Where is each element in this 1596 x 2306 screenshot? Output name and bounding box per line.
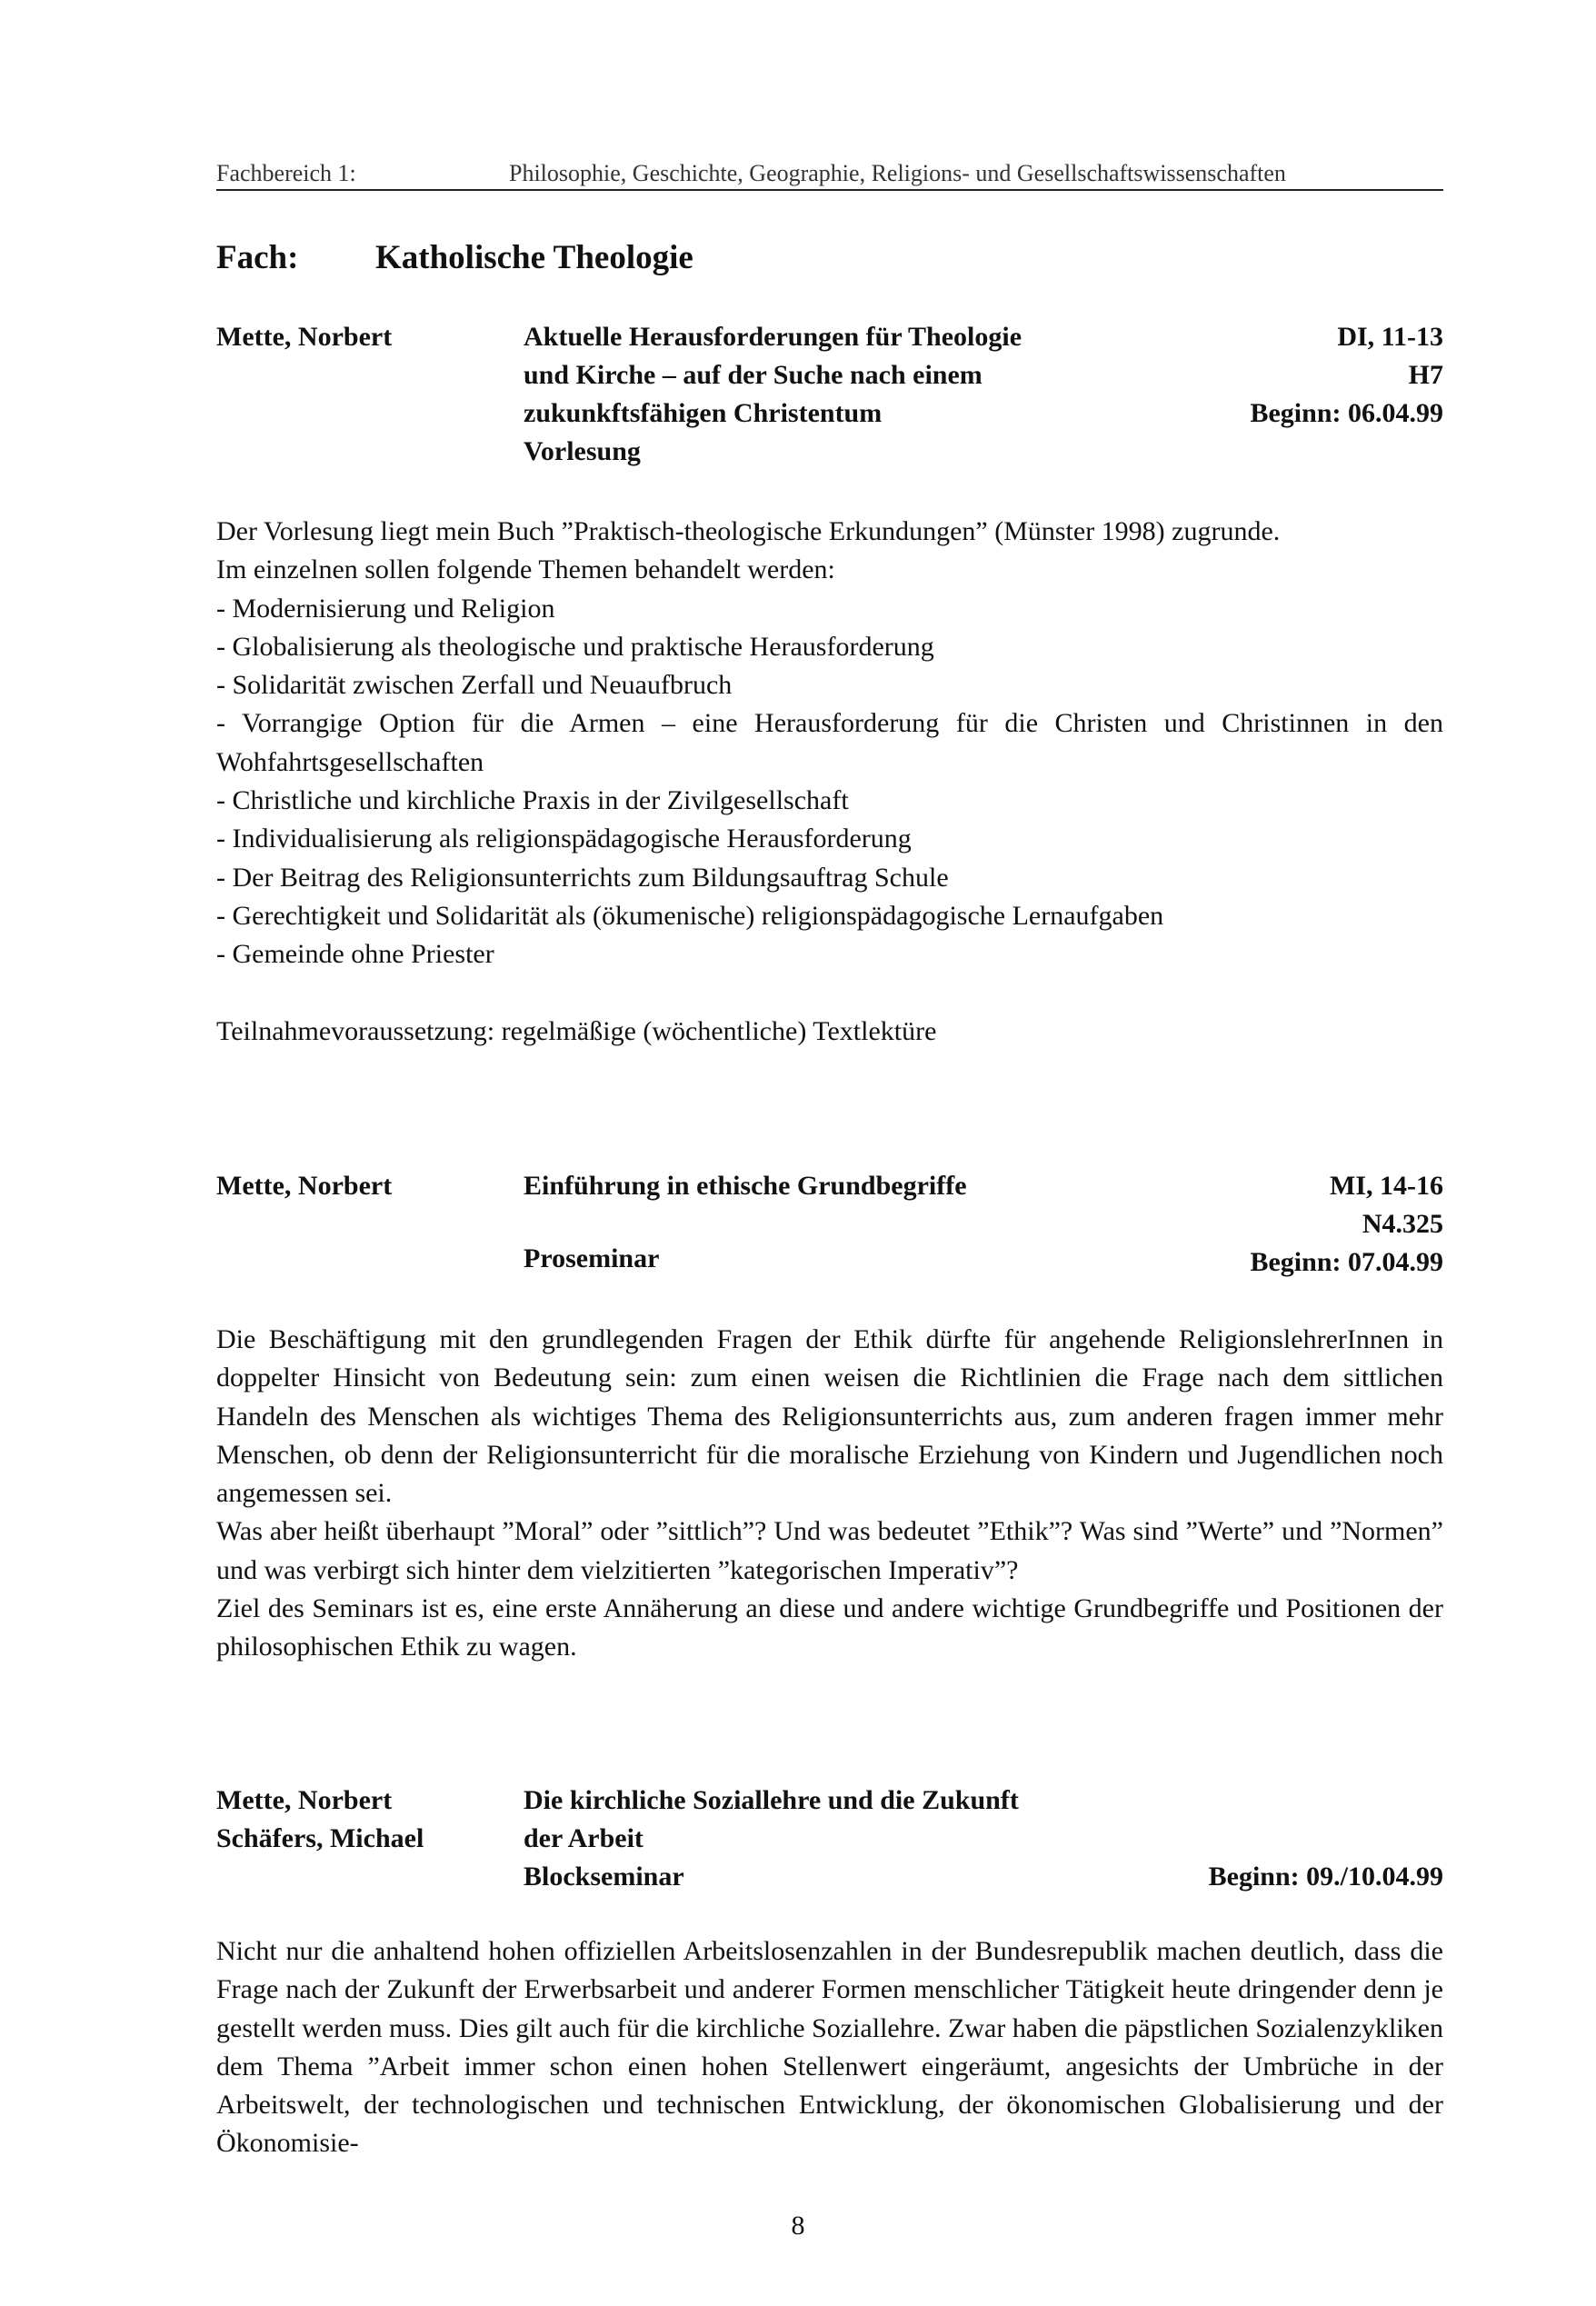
department-label: Fachbereich 1:: [216, 160, 356, 186]
course-meta: [1250, 318, 1443, 433]
topic-item: - Gerechtigkeit und Solidarität als (ökumenische) religionspädagogische Lernaufgaben: [216, 900, 1164, 931]
subject-label: Fach:: [216, 239, 299, 276]
course-start: Beginn: 09./10.04.99: [1208, 1862, 1443, 1892]
course-title-line: Einführung in ethische Grundbegriffe: [524, 1171, 967, 1201]
course-start: Beginn: 06.04.99: [1250, 398, 1443, 428]
page-header: [216, 155, 1443, 191]
course-meta: [1209, 1858, 1443, 1896]
requirement-text: Teilnahmevoraussetzung: regelmäßige (wöchentliche) Textlektüre: [216, 1015, 937, 1046]
topic-list: [216, 590, 1443, 974]
course-title-line: zukunkftsfähigen Christentum: [524, 398, 883, 428]
topic-item: - Der Beitrag des Religionsunterrichts zum Bildungsauftrag Schule: [216, 862, 949, 893]
course-title: [524, 1782, 1019, 1896]
department-subjects: Philosophie, Geschichte, Geographie, Religions- und Gesellschaftswissenschaften: [509, 160, 1286, 186]
course-entry: [216, 1167, 1443, 1285]
description-paragraph: Was aber heißt überhaupt ”Moral” oder ”sittlich”? Und was bedeutet ”Ethik”? Was sind ”Werte” und ”Normen” und was verbirgt sich hinter dem vielzitierten ”kategorischen Imperativ”?: [216, 1516, 1443, 1585]
description-paragraph: Im einzelnen sollen folgende Themen behandelt werden:: [216, 554, 835, 585]
course-description: [216, 1321, 1443, 1667]
description-paragraph: Der Vorlesung liegt mein Buch ”Praktisch-theologische Erkundungen” (Münster 1998) zugrunde.: [216, 516, 1281, 546]
course-description: [216, 1932, 1443, 2163]
course-type: Blockseminar: [524, 1862, 684, 1892]
page-number: 8: [791, 2211, 805, 2241]
course-room: N4.325: [1362, 1209, 1443, 1239]
topic-item: - Individualisierung als religionspädagogische Herausforderung: [216, 824, 912, 854]
course-title-line: der Arbeit: [524, 1823, 643, 1853]
header-rule: [216, 189, 1443, 191]
course-author: Mette, Norbert: [216, 322, 393, 352]
course-title-line: und Kirche – auf der Suche nach einem: [524, 360, 983, 390]
course-room: H7: [1408, 360, 1443, 390]
topic-item: - Globalisierung als theologische und praktische Herausforderung: [216, 631, 934, 662]
course-type: Vorlesung: [524, 436, 641, 466]
course-author: Schäfers, Michael: [216, 1823, 424, 1853]
course-meta: [1250, 1167, 1443, 1282]
course-author: Mette, Norbert: [216, 1171, 393, 1201]
course-description: [216, 513, 1443, 1051]
course-title: [524, 318, 1022, 471]
course-title: [524, 1167, 967, 1205]
description-paragraph: Die Beschäftigung mit den grundlegenden Fragen der Ethik dürfte für angehende ReligionslehrerInnen in doppelter Hinsicht von Bedeutung sein: zum einen weisen die Richtlinien die Frage nach dem sittlichen Handeln des Menschen als wichtiges Thema des Religionsunterrichts aus, zum anderen fragen immer mehr Menschen, ob denn der Religionsunterricht für die moralische Erziehung von Kindern und Jugendlichen noch angemessen sei.: [216, 1324, 1443, 1509]
course-title-line: Aktuelle Herausforderungen für Theologie: [524, 322, 1022, 352]
topic-item: - Modernisierung und Religion: [216, 593, 555, 624]
description-paragraph: Ziel des Seminars ist es, eine erste Annäherung an diese und andere wichtige Grundbegriffe und Positionen der philosophischen Ethik zu wagen.: [216, 1593, 1443, 1662]
course-time: DI, 11-13: [1337, 322, 1443, 352]
course-entry: [216, 1782, 1443, 1900]
course-start: Beginn: 07.04.99: [1250, 1247, 1443, 1277]
subject-value: Katholische Theologie: [375, 239, 693, 276]
course-time: MI, 14-16: [1330, 1171, 1443, 1201]
course-title-line: Die kirchliche Soziallehre und die Zukunft: [524, 1785, 1019, 1815]
topic-item: - Vorrangige Option für die Armen – eine Herausforderung für die Christen und Christinnen in den Wohfahrtsgesellschaften: [216, 708, 1443, 777]
course-entry: [216, 318, 1443, 473]
topic-item: - Christliche und kirchliche Praxis in der Zivilgesellschaft: [216, 785, 849, 816]
description-paragraph: Nicht nur die anhaltend hohen offiziellen Arbeitslosenzahlen in der Bundesrepublik machen deutlich, dass die Frage nach der Zukunft der Erwerbsarbeit und anderer Formen menschlicher Tätigkeit heute dringender denn je gestellt werden muss. Dies gilt auch für die kirchliche Soziallehre. Zwar haben die päpstlichen Sozialenzykliken dem Thema ”Arbeit immer schon einen hohen Stellenwert eingeräumt, angesichts der Umbrüche in der Arbeitswelt, der technologischen und technischen Entwicklung, der ökonomischen Globalisierung und der Ökonomisie-: [216, 1936, 1443, 2159]
course-author: Mette, Norbert: [216, 1785, 393, 1815]
course-authors: [216, 1782, 424, 1858]
topic-item: - Gemeinde ohne Priester: [216, 939, 494, 970]
topic-item: - Solidarität zwischen Zerfall und Neuaufbruch: [216, 670, 733, 701]
course-type: Proseminar: [524, 1243, 660, 1273]
